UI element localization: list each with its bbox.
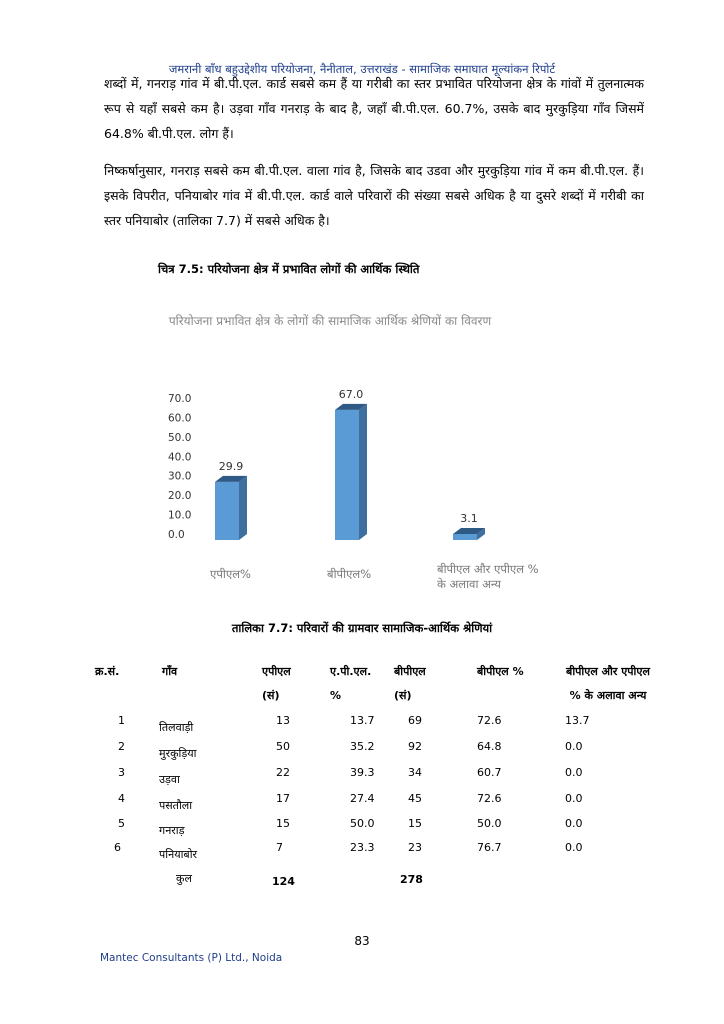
- cell-village: मुरकुड़िया: [159, 747, 197, 760]
- header-bpl-percent: बीपीएल %: [477, 665, 524, 678]
- header-apl-count-line1: एपीएल: [262, 665, 291, 678]
- chart-title: परियोजना प्रभावित क्षेत्र के लोगों की सामाजिक आर्थिक श्रेणियों का विवरण: [168, 314, 492, 328]
- bar-value-label: 67.0: [338, 387, 364, 401]
- cell-apl-count: 50: [276, 740, 290, 753]
- cell-village: उड़वा: [159, 773, 180, 786]
- header-other-line2: % के अलावा अन्य: [569, 689, 647, 702]
- cell-village: गनराड़: [159, 824, 185, 837]
- cell-bpl-percent: 50.0: [477, 817, 502, 830]
- cell-apl-percent: 13.7: [350, 714, 375, 727]
- cell-apl-percent: 35.2: [350, 740, 375, 753]
- cell-sn: 5: [118, 817, 125, 830]
- header-village: गाँव: [162, 665, 178, 678]
- y-tick-label: 50.0: [168, 431, 192, 444]
- total-bpl-count: 278: [400, 873, 423, 886]
- cell-other: 0.0: [565, 817, 583, 830]
- cell-apl-percent: 27.4: [350, 792, 375, 805]
- cell-sn: 4: [118, 792, 125, 805]
- y-tick-label: 0.0: [168, 529, 185, 541]
- cell-apl-count: 22: [276, 766, 290, 779]
- cell-bpl-count: 15: [408, 817, 422, 830]
- cell-bpl-count: 69: [408, 714, 422, 727]
- cell-bpl-count: 34: [408, 766, 422, 779]
- header-other-line1: बीपीएल और एपीएल: [566, 665, 650, 678]
- header-apl-percent-line2: %: [330, 689, 342, 702]
- cell-village: तिलवाड़ी: [159, 721, 194, 734]
- cell-apl-count: 17: [276, 792, 290, 805]
- paragraph-1: शब्दों में, गनराड़ गांव में बी.पी.एल. कार्ड सबसे कम हैं या गरीबी का स्तर प्रभावित परियोजना क्षेत्र के गांवों में तुलनात्मक रूप से यहाँ सबसे कम है। उड़वा गाँव गनराड़ के बाद है, जहाँ बी.पी.एल. 60.7%, उसके बाद मुरकुड़िया गाँव जिसमें 64.8% बी.पी.एल. लोग हैं।: [104, 76, 644, 141]
- total-label: कुल: [176, 872, 192, 885]
- report-header-title: जमरानी बाँध बहुउद्देशीय परियोजना, नैनीताल, उत्तराखंड - सामाजिक समाघात मूल्यांकन रिपोर्ट: [168, 62, 556, 76]
- footer-company: Mantec Consultants (P) Ltd., Noida: [100, 952, 283, 964]
- y-tick-label: 20.0: [168, 490, 192, 503]
- cell-other: 0.0: [565, 740, 583, 753]
- x-category-label: बीपीएल और एपीएल % के अलावा अन्य: [437, 562, 539, 591]
- cell-bpl-percent: 72.6: [477, 714, 502, 727]
- cell-bpl-count: 45: [408, 792, 422, 805]
- cell-village: पसतौला: [159, 799, 193, 812]
- header-bpl-count-line1: बीपीएल: [394, 665, 426, 678]
- figure-caption: चित्र 7.5: परियोजना क्षेत्र में प्रभावित लोगों की आर्थिक स्थिति: [158, 262, 420, 276]
- cell-other: 13.7: [565, 714, 590, 727]
- bar-2: [335, 404, 367, 540]
- cell-sn: 1: [118, 714, 125, 727]
- header-other: [553, 660, 663, 708]
- cell-sn: 2: [118, 740, 125, 753]
- y-tick-label: 10.0: [168, 509, 192, 522]
- y-tick-label: 30.0: [168, 470, 192, 483]
- page-number: 83: [354, 934, 370, 948]
- bar-value-label: 3.1: [460, 511, 478, 525]
- cell-apl-count: 15: [276, 817, 290, 830]
- cell-apl-percent: 50.0: [350, 817, 375, 830]
- bar-3: [453, 528, 485, 540]
- cell-village: पनियाबोर: [159, 848, 198, 861]
- cell-bpl-count: 92: [408, 740, 422, 753]
- cell-apl-count: 7: [276, 841, 283, 854]
- x-category-label: एपीएल%: [210, 567, 251, 581]
- cell-other: 0.0: [565, 766, 583, 779]
- y-tick-label: 60.0: [168, 412, 192, 425]
- header-apl-count: [262, 660, 291, 708]
- header-apl-percent: [330, 660, 371, 708]
- bar-value-label: 29.9: [218, 459, 244, 473]
- header-apl-percent-line1: ए.पी.एल.: [330, 665, 372, 678]
- header-bpl-count-line2: (सं): [394, 689, 412, 702]
- cell-bpl-percent: 64.8: [477, 740, 502, 753]
- header-bpl-count: [394, 660, 426, 708]
- y-tick-label: 70.0: [168, 393, 192, 405]
- bar-1: [215, 476, 247, 540]
- cell-other: 0.0: [565, 792, 583, 805]
- cell-bpl-percent: 60.7: [477, 766, 502, 779]
- total-apl-count: 124: [272, 875, 295, 888]
- paragraph-2: निष्कर्षानुसार, गनराड़ सबसे कम बी.पी.एल. वाला गांव है, जिसके बाद उडवा और मुरकुड़िया गांव में कम बी.पी.एल. हैं। इसके विपरीत, पनियाबोर गांव में बी.पी.एल. कार्ड वाले परिवारों की संख्या सबसे अधिक है या दुसरे शब्दों में गरीबी का स्तर पनियाबोर (तालिका 7.7) में सबसे अधिक है।: [104, 163, 644, 228]
- y-tick-label: 40.0: [168, 451, 192, 464]
- cell-apl-percent: 23.3: [350, 841, 375, 854]
- x-category-label: बीपीएल%: [327, 567, 372, 581]
- cell-apl-percent: 39.3: [350, 766, 375, 779]
- table-caption: तालिका 7.7: परिवारों की ग्रामवार सामाजिक-आर्थिक श्रेणियां: [231, 621, 493, 635]
- cell-bpl-percent: 76.7: [477, 841, 502, 854]
- cell-bpl-percent: 72.6: [477, 792, 502, 805]
- cell-other: 0.0: [565, 841, 583, 854]
- cell-bpl-count: 23: [408, 841, 422, 854]
- header-apl-count-line2: (सं): [262, 689, 280, 702]
- cell-apl-count: 13: [276, 714, 290, 727]
- header-sn: क्र.सं.: [95, 665, 120, 678]
- cell-sn: 3: [118, 766, 125, 779]
- cell-sn: 6: [114, 841, 121, 854]
